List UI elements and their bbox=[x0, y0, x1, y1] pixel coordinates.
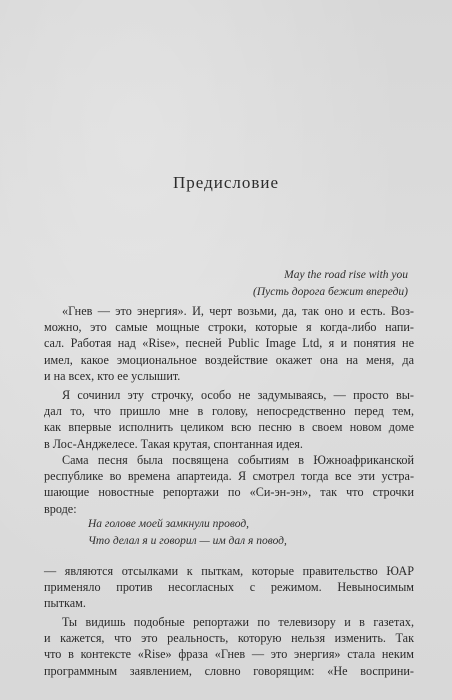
chapter-title: Предисловие bbox=[172, 173, 280, 192]
epigraph-line-english: May the road rise with you bbox=[284, 269, 408, 281]
paragraph-line: сал. Работая над «Rise», песней Public Image Ltd, я и понятия не bbox=[44, 336, 414, 351]
paragraph-line: как впервые исполнить целиком всю песню в своем новом доме bbox=[44, 420, 414, 435]
paragraph-line: применяло против несогласных с режимом. Невыносимым bbox=[44, 580, 414, 595]
poem-line: На голове моей замкнули провод, bbox=[88, 518, 250, 530]
paragraph-line: программным заявлением, словно говорящим: «Не восприни- bbox=[44, 663, 414, 678]
paragraph-5 bbox=[44, 614, 414, 679]
paragraph-line: и на всех, кто ее услышит. bbox=[44, 368, 181, 383]
paragraph-line: Я сочинил эту строчку, особо не задумываясь, — просто вы- bbox=[62, 388, 414, 402]
paragraph-2 bbox=[44, 387, 414, 452]
paragraph-line: имел, какое эмоциональное воздействие окажет она на меня, да bbox=[44, 352, 414, 367]
paragraph-1 bbox=[44, 303, 414, 384]
paragraph-line: вроде: bbox=[44, 501, 77, 516]
paragraph-line: в Лос-Анджелесе. Такая крутая, спонтанная идея. bbox=[44, 436, 303, 451]
paragraph-4 bbox=[44, 563, 414, 612]
paragraph-line: Ты видишь подобные репортажи по телевизору и в газетах, bbox=[62, 615, 414, 629]
paragraph-line: республике во времена апартеида. Я смотрел тогда все эти устра- bbox=[44, 469, 414, 484]
epigraph-line-translation: (Пусть дорога бежит впереди) bbox=[253, 286, 408, 298]
paragraph-line: Сама песня была посвящена событиям в Южноафриканской bbox=[62, 453, 414, 467]
paragraph-3 bbox=[44, 452, 414, 517]
paragraph-line: «Гнев — это энергия». И, черт возьми, да, так оно и есть. Воз- bbox=[62, 304, 414, 318]
paragraph-line: и кажется, что это реальность, которую нельзя изменить. Так bbox=[44, 631, 414, 646]
paragraph-line: что в контексте «Rise» фраза «Гнев — это энергия» стала неким bbox=[44, 647, 414, 662]
poem-quote bbox=[88, 516, 287, 550]
poem-line: Что делал я и говорил — им дал я повод, bbox=[88, 535, 287, 547]
paragraph-line: пыткам. bbox=[44, 596, 86, 611]
epigraph bbox=[253, 267, 408, 301]
paragraph-line: — являются отсылками к пыткам, которые правительство ЮАР bbox=[44, 564, 414, 578]
paragraph-line: шающие новостные репортажи по «Си-эн-эн», так что строчки bbox=[44, 485, 414, 500]
paragraph-line: можно, это самые мощные строки, которые я когда-либо напи- bbox=[44, 320, 414, 335]
paragraph-line: дал то, что пришло мне в голову, непосредственно перед тем, bbox=[44, 404, 414, 419]
